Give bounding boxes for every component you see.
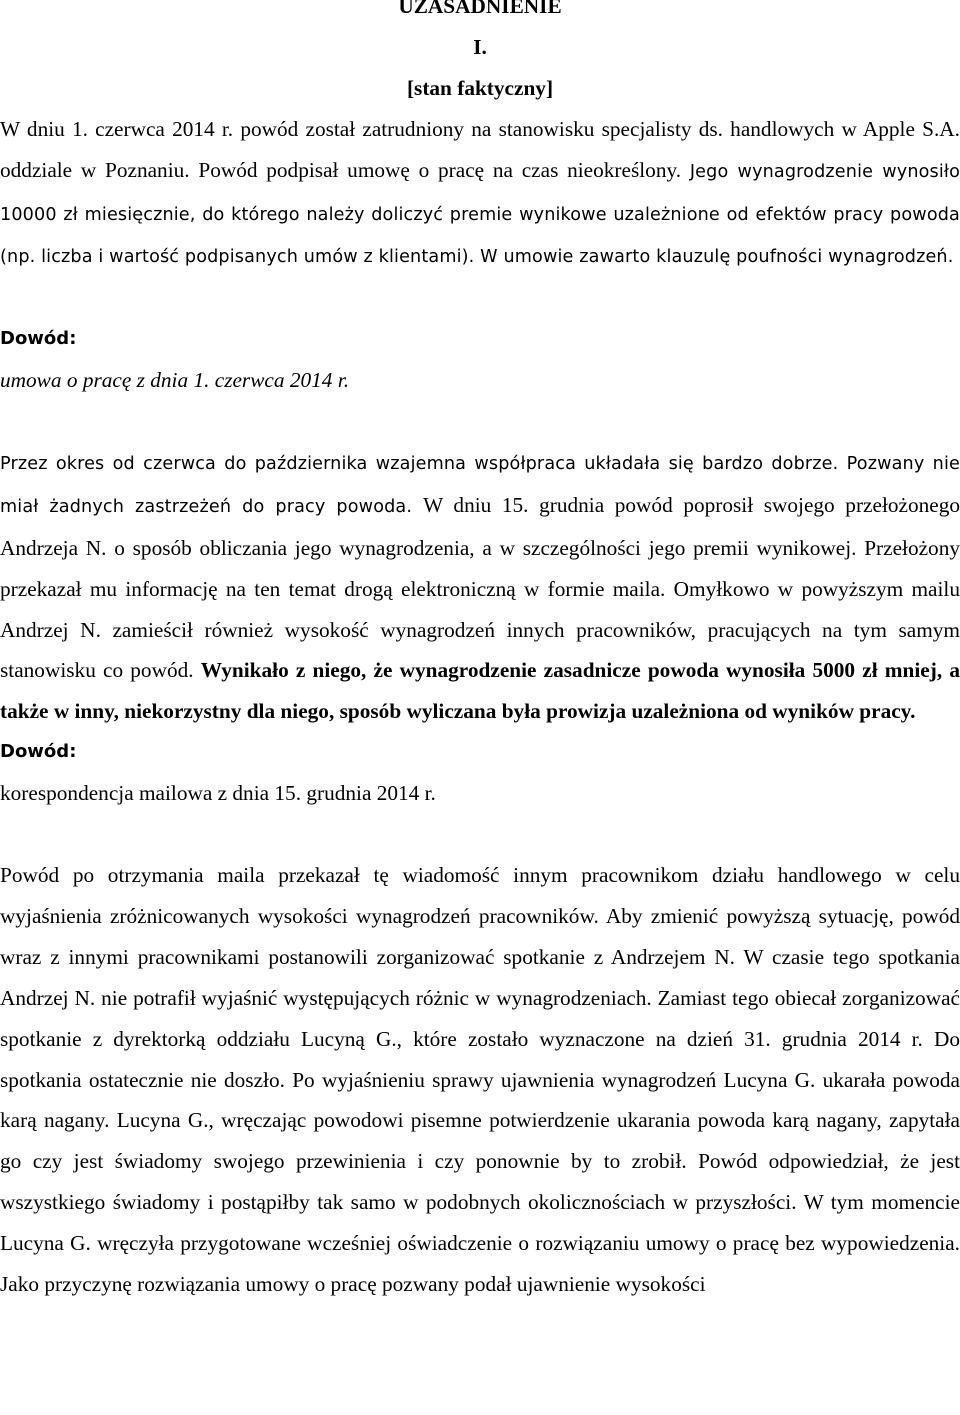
evidence-email-correspondence: korespondencja mailowa z dnia 15. grudnia 2014 r. [0, 781, 436, 806]
paragraph-meeting-and-dismissal: Powód po otrzymania maila przekazał tę wiadomość innym pracownikom działu handlowego w celu wyjaśnienia zróżnicowanych wysokości wynagrodzeń pracowników. Aby zmienić powyższą sytuację, powód wraz z innymi pracownikami postanowili zorganizować spotkanie z Andrzejem N. W czasie tego spotkania Andrzej N. nie potrafił wyjaśnić występujących różnic w wynagrodzeniach. Zamiast tego obiecał zorganizować spotkanie z dyrektorką oddziału Lucyną G., które zostało wyznaczone na dzień 31. grudnia 2014 r. Do spotkania ostatecznie nie doszło. Po wyjaśnieniu sprawy ujawnienia wynagrodzeń Lucyna G. ukarała powoda karą nagany. Lucyna G., wręczając powodowi pisemne potwierdzenie ukarania powoda karą nagany, zapytała go czy jest świadomy swojego przewinienia i czy ponownie by to zrobił. Powód odpowiedział, że jest wszystkiego świadomy i postąpiłby tak samo w podobnych okolicznościach w przyszłości. W tym momencie Lucyna G. wręczyła przygotowane wcześniej oświadczenie o rozwiązaniu umowy o pracę bez wypowiedzenia. Jako przyczynę rozwiązania umowy o pracę pozwany podał ujawnienie wysokości [0, 862, 960, 1297]
document-title: UZASADNIENIE [398, 0, 562, 18]
spacer [0, 401, 960, 442]
section-number: I. [473, 34, 487, 59]
paragraph-cooperation-bold: Wynikało z niego, że wynagrodzenie zasadnicze powoda wynosiła 5000 zł mniej, a także w inny, niekorzystny dla niego, sposób wyliczana była prowizja uzależniona od wyników pracy. [0, 658, 960, 724]
paragraph-employment [0, 109, 960, 279]
spacer [0, 814, 960, 855]
spacer [0, 278, 960, 319]
section-title: [stan faktyczny] [406, 75, 554, 100]
evidence-label: Dowód: [0, 741, 77, 763]
paragraph-cooperation-part-a: Przez okres od czerwca do października wzajemna współpraca układała się bardzo dobrze. Pozwany nie miał żadnych zastrzeżeń do pracy powoda. [0, 453, 960, 517]
evidence-label: Dowód: [0, 328, 77, 350]
paragraph-cooperation-part-b: W dniu 15. grudnia powód poprosił swojego przełożonego Andrzeja N. o sposób obliczania jego wynagrodzenia, a w szczególności jego premii wynikowej. Przełożony przekazał mu informację na ten temat drogą elektroniczną w formie maila. Omyłkowo w powyższym mailu Andrzej N. zamieścił również wysokość wynagrodzeń innych pracowników, pracujących na tym samym stanowisku co powód. [0, 492, 960, 683]
paragraph-cooperation [0, 442, 960, 732]
paragraph-employment-part-a: W dniu 1. czerwca 2014 r. powód został zatrudniony na stanowisku specjalisty ds. handlowych w Apple S.A. oddziale w Poznaniu. Powód podpisał umowę o pracę na czas nieokreślony. [0, 116, 960, 182]
paragraph-employment-part-b: Jego wynagrodzenie wynosiło 10000 zł miesięcznie, do którego należy doliczyć premie wynikowe uzależnione od efektów pracy powoda (np. liczba i wartość podpisanych umów z klientami). W umowie zawarto klauzulę poufności wynagrodzeń. [0, 161, 960, 268]
evidence-employment-contract: umowa o pracę z dnia 1. czerwca 2014 r. [0, 368, 350, 393]
